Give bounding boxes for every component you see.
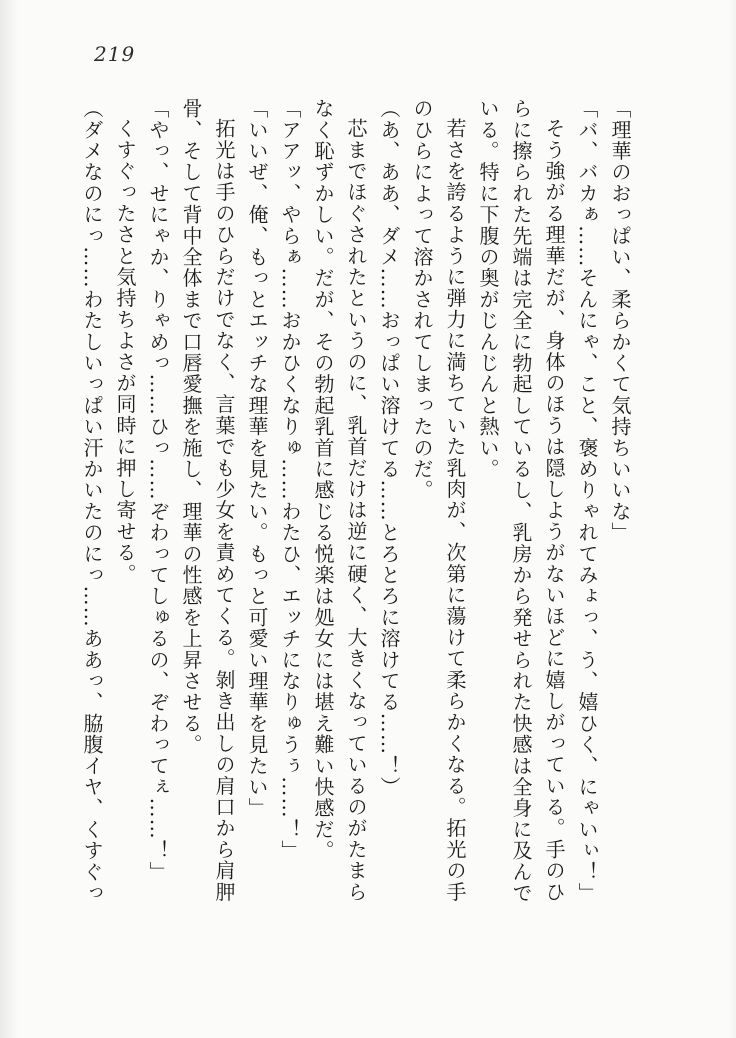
text-columns: [75, 98, 636, 956]
text-line: （あ、ああ、ダメ……おっぱい溶けてる……とろとろに溶けてる……！）: [377, 98, 401, 798]
text-line: らに擦られた先端は完全に勃起しているし、乳房から発せられた快感は全身に及んで: [509, 98, 533, 904]
text-line: いる。特に下腹の奥がじんじんと熱い。: [476, 98, 500, 480]
page-number: 219: [94, 42, 136, 66]
text-line: 「バ、バカぁ……そんにゃ、こと、褒めりゃれてみょっ、う、嬉ひく、にゃいぃ！」: [575, 98, 599, 904]
text-line: （ダメなのにっ……わたしいっぱい汗かいたのにっ……ああっ、脇腹イヤ、くすぐっ: [80, 98, 104, 904]
text-line: そう強がる理華だが、身体のほうは隠しようがないほどに嬉しがっている。手のひ: [542, 118, 566, 903]
text-line: くすぐったさと気持ちよさが同時に押し寄せる。: [113, 118, 137, 585]
text-line: のひらによって溶かされてしまったのだ。: [410, 98, 434, 501]
text-line: 「やっ、せにゃか、りゃめっ……ひっ……ぞわってしゅるの、ぞわってぇ……！」: [146, 98, 170, 883]
text-line: 「アアッ、やらぁ……おかひくなりゅ……わたひ、エッチになりゅうぅ……！」: [278, 98, 302, 862]
text-line: 若さを誇るように弾力に満ちていた乳肉が、次第に蕩けて柔らかくなる。拓光の手: [443, 118, 467, 903]
text-line: なく恥ずかしい。だが、その勃起乳首に感じる悦楽は処女には堪え難い快感だ。: [311, 98, 335, 862]
text-line: 「理華のおっぱい、柔らかくて気持ちいいな」: [608, 98, 632, 544]
text-line: 骨、そして背中全体まで口唇愛撫を施し、理華の性感を上昇させる。: [179, 98, 203, 756]
text-line: 拓光は手のひらだけでなく、言葉でも少女を責めてくる。剝き出しの肩口から肩胛: [212, 118, 236, 903]
text-line: 「いいぜ、俺、もっとエッチな理華を見たい。もっと可愛い理華を見たい」: [245, 98, 269, 819]
text-line: 芯までほぐされたというのに、乳首だけは逆に硬く、大きくなっているのがたまら: [344, 118, 368, 903]
